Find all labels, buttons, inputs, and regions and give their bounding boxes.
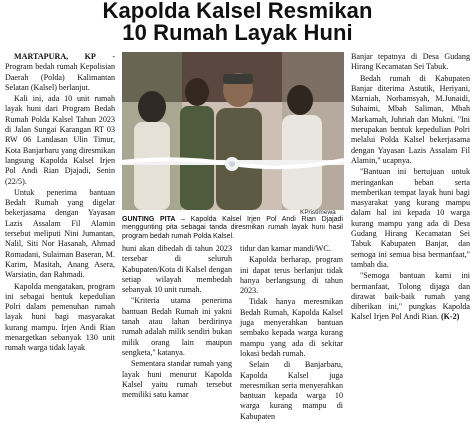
paragraph-7: Sementara standar rumah yang layak huni menurut Kapolda Kalsel yaitu rumah tersebut memiliki satu kamar <box>122 359 232 400</box>
caption-body: – Kapolda Kalsel Irjen Pol Andi Rian Djajadi menggunting pita sebagai tanda diresmikan rumah layak huni hasil program bedah rumah Polda Kalsel. <box>122 216 343 240</box>
author-signoff: (K-2) <box>440 312 460 322</box>
article-column-3 <box>240 244 343 422</box>
paragraph-11: Selain di Banjarbaru, Kapolda Kalsel juga meresmikan serta menyerahkan bantuan kepada warga 10 warga kurang mampu di Kabupaten <box>240 360 343 421</box>
headline <box>0 0 475 44</box>
paragraph-10: Tidak hanya meresmikan Bedah Rumah, Kapolda Kalsel juga menyerahkan bantuan sembako kepada warga kurang mampu yang ada di sekitar lokasi bedah rumah. <box>240 297 343 358</box>
paragraph-9: Kapolda berharap, program ini dapat terus berlanjut tidak hanya berlangsung di tahun 2023. <box>240 255 343 296</box>
paragraph-12: Banjar tepatnya di Desa Gudang Hirang Kecamatan Sei Tabuk. <box>351 52 470 72</box>
paragraph-8: tidur dan kamar mandi/WC. <box>240 244 331 253</box>
caption-lead: GUNTING PITA <box>122 216 176 223</box>
headline-line-1: Kapolda Kalsel Resmikan <box>102 0 373 23</box>
paragraph-2: Kali ini, ada 10 unit rumah layak huni dari Program Bedah Rumah Polda Kalsel Tahun 2023 di Jalan Sungai Karangan RT 03 RW 06 Landasan Ulin Timur, Kota Banjarbaru yang diresmikan langsung Kapolda Kalsel Irjen Pol Andi Rian Djajadi, Senin (22/5). <box>5 94 115 186</box>
article-column-1 <box>5 52 115 354</box>
paragraph-1: - Program bedah rumah Kepolisian Daerah (Polda) Kalimantan Selatan (Kalsel) berlanjut. <box>5 52 116 92</box>
article-column-4 <box>351 52 470 323</box>
photo-credit: KP/istimewa <box>300 209 336 216</box>
paragraph-13: Bedah rumah di Kabupaten Banjar diterima Astutik, Heriyani, Marniah, Norhamsyah, M.Junaidi, Suhaimi, Mbah Saliman, Mbah Markamah, Juhriah dan Mukni. "Ini merupakan bentuk kepedulian Polri melalui Polda Kalsel bekerjasama dengan Yayasan Lazis Assalam Fil Alamin," ucapnya. <box>351 73 470 165</box>
paragraph-3: Untuk penerima bantuan Bedah Rumah yang digelar bekerjasama dengan Yayasan Lazis Assalam Fil Alamin tersebut meliputi Nini Jumantan, Nalil, Siti Nor Hasanah, Ahmad Romadani, Sulaiman Baseran, M. Karim, Masitah, Anang Asera, Warsiatin, dan Rahmadi. <box>5 187 115 280</box>
photo-caption <box>122 216 343 241</box>
paragraph-6: "Kriteria utama penerima bantuan Bedah Rumah ini yakni tanah atau lahan berdirinya rumah adalah milik sendiri bukan milik orang lain maupun sengketa," katanya. <box>122 296 232 357</box>
article-column-2 <box>122 244 232 400</box>
paragraph-5: huni akan dibedah di tahun 2023 tersebar di seluruh Kabupaten/Kota di Kalsel dengan setiap wilayah membedah sebanyak 10 unit rumah. <box>122 244 232 295</box>
dateline: MARTAPURA, KP <box>14 52 96 61</box>
paragraph-4: Kapolda mengatakan, program ini sebagai bentuk kepedulian Polri dalam pemenuhan rumah layak huni bagi masyarakat kurang mampu. Irjen Andi Rian menargetkan sebanyak 130 unit rumah warga tidak layak <box>5 281 115 353</box>
paragraph-14: "Bantuan ini bertujuan untuk meringankan beban serta memberikan tempat layak huni bagi masyarakat yang kurang mampu dalam hal ini kepada 10 warga kurang mampu yang ada di Desa Gudang Hirang Kecamatan Sei Tabuk Kabupaten Banjar, dan semoga ini semua bisa bermanfaat," tambah dia. <box>351 167 470 269</box>
headline-line-2: 10 Rumah Layak Huni <box>122 20 353 45</box>
news-photo <box>122 52 344 210</box>
ribbon-cutting-scene <box>122 52 344 210</box>
paragraph-15: "Semoga bantuan kami ini bermanfaat, Tolong dijaga dan dirawat baik-baik rumah yang diberikan ini," pungkas Kapolda Kalsel Irjen Pol Andi Rian. <box>351 271 470 322</box>
